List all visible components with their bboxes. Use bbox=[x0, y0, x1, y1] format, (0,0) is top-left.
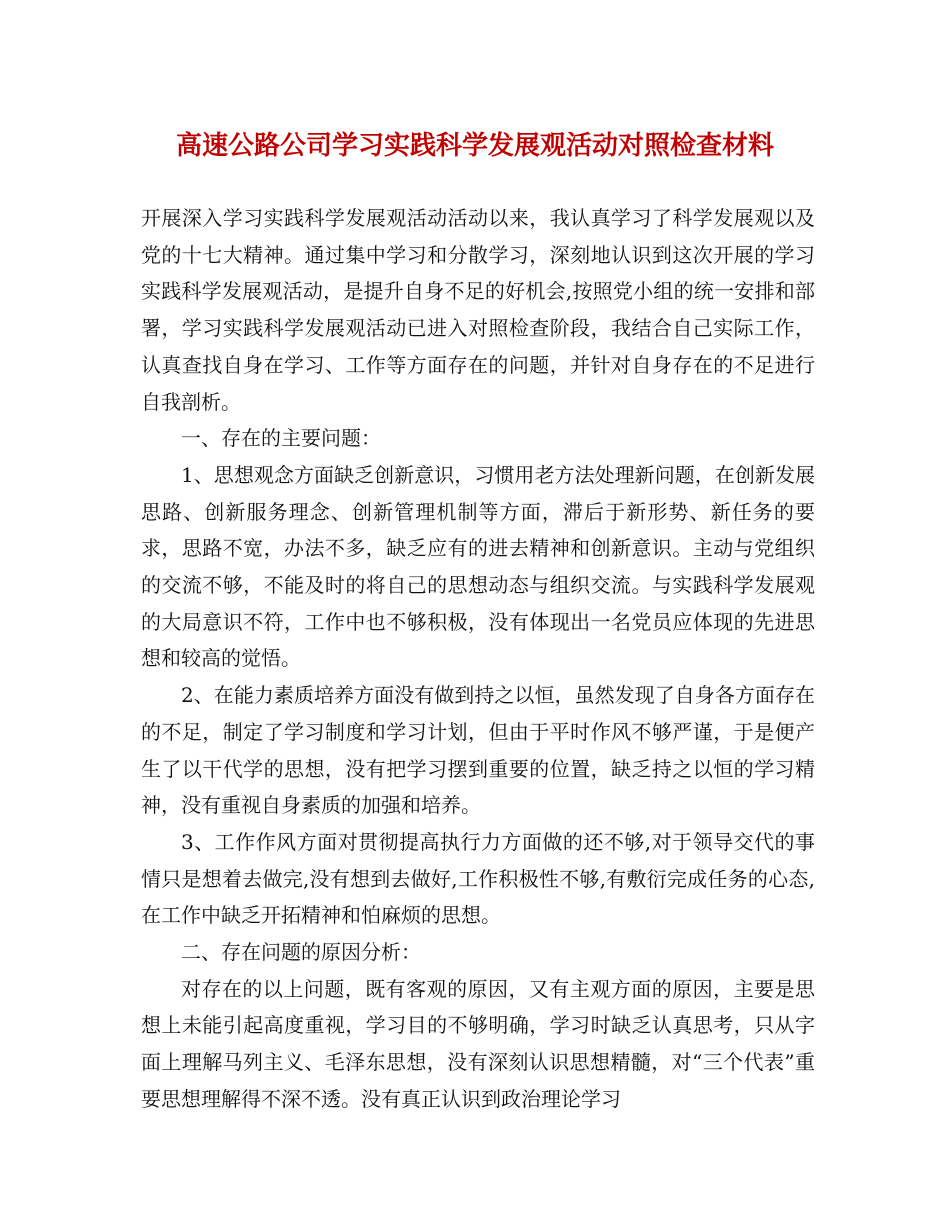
problem-paragraph-1: 1、思想观念方面缺乏创新意识，习惯用老方法处理新问题，在创新发展思路、创新服务理念、创新管理机制等方面，滞后于新形势、新任务的要求，思路不宽，办法不多，缺乏应有的进去精神和创新意识。主动与党组织的交流不够，不能及时的将自己的思想动态与组织交流。与实践科学发展观的大局意识不符，工作中也不够积极，没有体现出一名党员应体现的先进思想和较高的觉悟。 bbox=[141, 462, 815, 671]
section-heading-cause-analysis: 二、存在问题的原因分析： bbox=[181, 940, 421, 965]
intro-paragraph: 开展深入学习实践科学发展观活动活动以来，我认真学习了科学发展观以及党的十七大精神。通过集中学习和分散学习，深刻地认识到这次开展的学习实践科学发展观活动，是提升自身不足的好机会,按照党小组的统一安排和部署，学习实践科学发展观活动已进入对照检查阶段，我结合自己实际工作，认真查找自身在学习、工作等方面存在的问题，并针对自身存在的不足进行自我剖析。 bbox=[141, 206, 815, 414]
problem-paragraph-3: 3、工作作风方面对贯彻提高执行力方面做的还不够,对于领导交代的事情只是想着去做完,没有想到去做好,工作积极性不够,有敷衍完成任务的心态,在工作中缺乏开拓精神和怕麻烦的思想。 bbox=[141, 829, 815, 928]
section-heading-main-problems: 一、存在的主要问题： bbox=[181, 426, 381, 451]
cause-paragraph: 对存在的以上问题，既有客观的原因，又有主观方面的原因，主要是思想上未能引起高度重视，学习目的不够明确，学习时缺乏认真思考，只从字面上理解马列主义、毛泽东思想，没有深刻认识思想精髓，对“三个代表”重要思想理解得不深不透。没有真正认识到政治理论学习 bbox=[141, 976, 815, 1111]
problem-paragraph-2: 2、在能力素质培养方面没有做到持之以恒，虽然发现了自身各方面存在的不足，制定了学习制度和学习计划，但由于平时作风不够严谨，于是便产生了以干代学的思想，没有把学习摆到重要的位置，缺乏持之以恒的学习精神，没有重视自身素质的加强和培养。 bbox=[141, 683, 815, 818]
document-body bbox=[141, 200, 815, 1118]
document-title: 高速公路公司学习实践科学发展观活动对照检查材料 bbox=[175, 131, 774, 161]
